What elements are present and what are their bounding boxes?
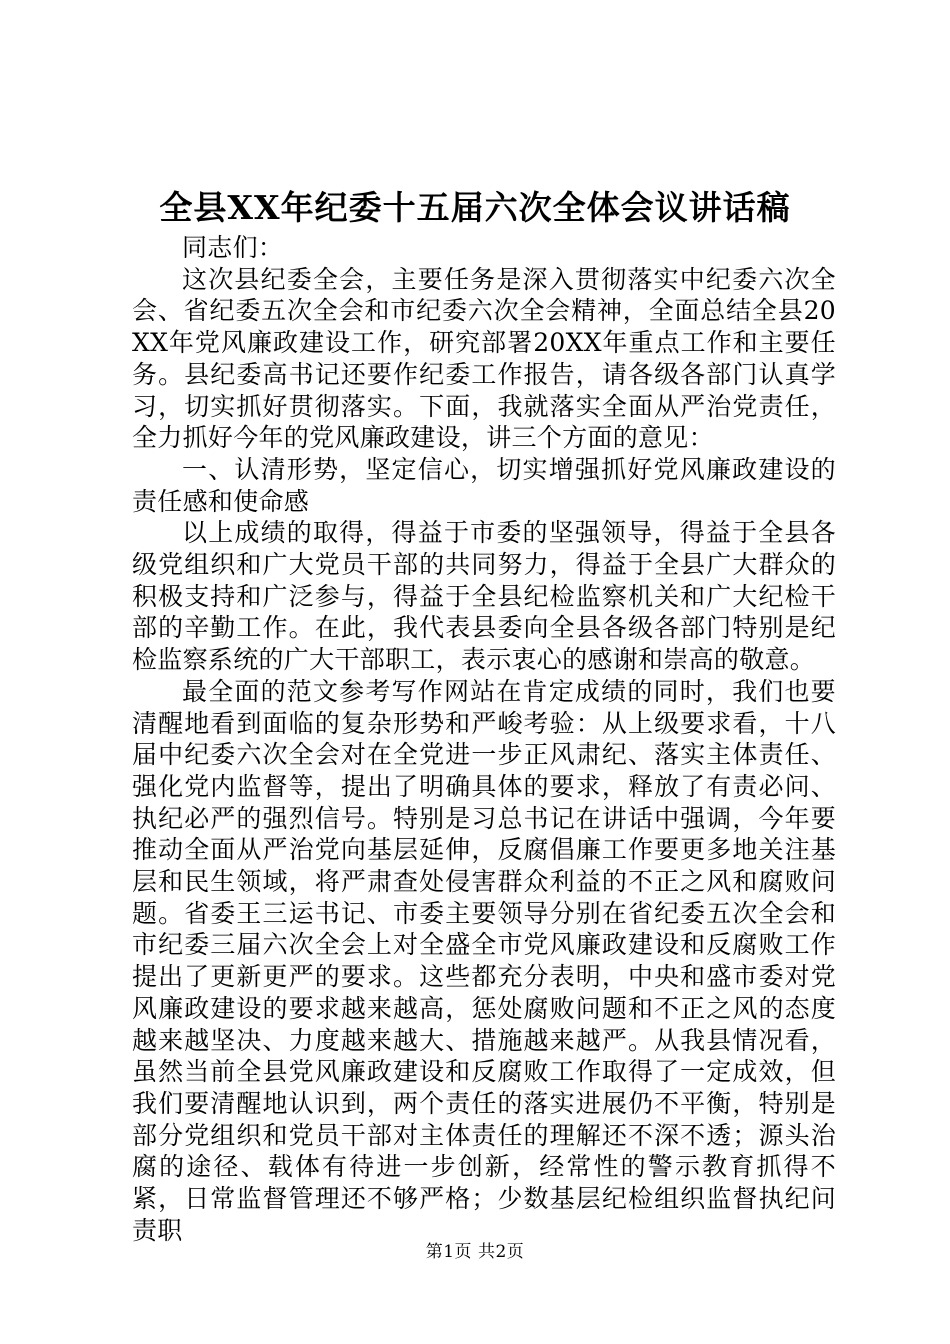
document-body (132, 232, 836, 1247)
page-number-footer: 第1页 共2页 (425, 1242, 525, 1262)
paragraph-intro: 这次县纪委全会，主要任务是深入贯彻落实中纪委六次全会、省纪委五次全会和市纪委六次全会精神，全面总结全县20XX年党风廉政建设工作，研究部署20XX年重点工作和主要任务。县纪委高书记还要作纪委工作报告，请各级各部门认真学习，切实抓好贯彻落实。下面，我就落实全面从严治党责任，全力抓好今年的党风廉政建设，讲三个方面的意见： (132, 264, 836, 453)
paragraph-achievements: 以上成绩的取得，得益于市委的坚强领导，得益于全县各级党组织和广大党员干部的共同努力，得益于全县广大群众的积极支持和广泛参与，得益于全县纪检监察机关和广大纪检干部的辛勤工作。在此，我代表县委向全县各级各部门特别是纪检监察系统的广大干部职工，表示衷心的感谢和崇高的敬意。 (132, 518, 836, 675)
salutation: 同志们： (182, 233, 284, 262)
paragraph-situation: 最全面的范文参考写作网站在肯定成绩的同时，我们也要清醒地看到面临的复杂形势和严峻考验：从上级要求看，十八届中纪委六次全会对在全党进一步正风肃纪、落实主体责任、强化党内监督等，提出了明确具体的要求，释放了有责必问、执纪必严的强烈信号。特别是习总书记在讲话中强调，今年要推动全面从严治党向基层延伸，反腐倡廉工作要更多地关注基层和民生领域，将严肃查处侵害群众利益的不正之风和腐败问题。省委王三运书记、市委主要领导分别在省纪委五次全会和市纪委三届六次全会上对全盛全市党风廉政建设和反腐败工作提出了更新更严的要求。这些都充分表明，中央和盛市委对党风廉政建设的要求越来越高，惩处腐败问题和不正之风的态度越来越坚决、力度越来越大、措施越来越严。从我县情况看，虽然当前全县党风廉政建设和反腐败工作取得了一定成效，但我们要清醒地认识到，两个责任的落实进展仍不平衡，特别是部分党组织和党员干部对主体责任的理解还不深不透；源头治腐的途径、载体有待进一步创新，经常性的警示教育抓得不紧，日常监督管理还不够严格；少数基层纪检组织监督执纪问责职 (132, 676, 836, 1245)
document-title: 全县XX年纪委十五届六次全体会议讲话稿 (159, 188, 791, 227)
section-heading-1: 一、认清形势，坚定信心，切实增强抓好党风廉政建设的责任感和使命感 (132, 454, 836, 516)
